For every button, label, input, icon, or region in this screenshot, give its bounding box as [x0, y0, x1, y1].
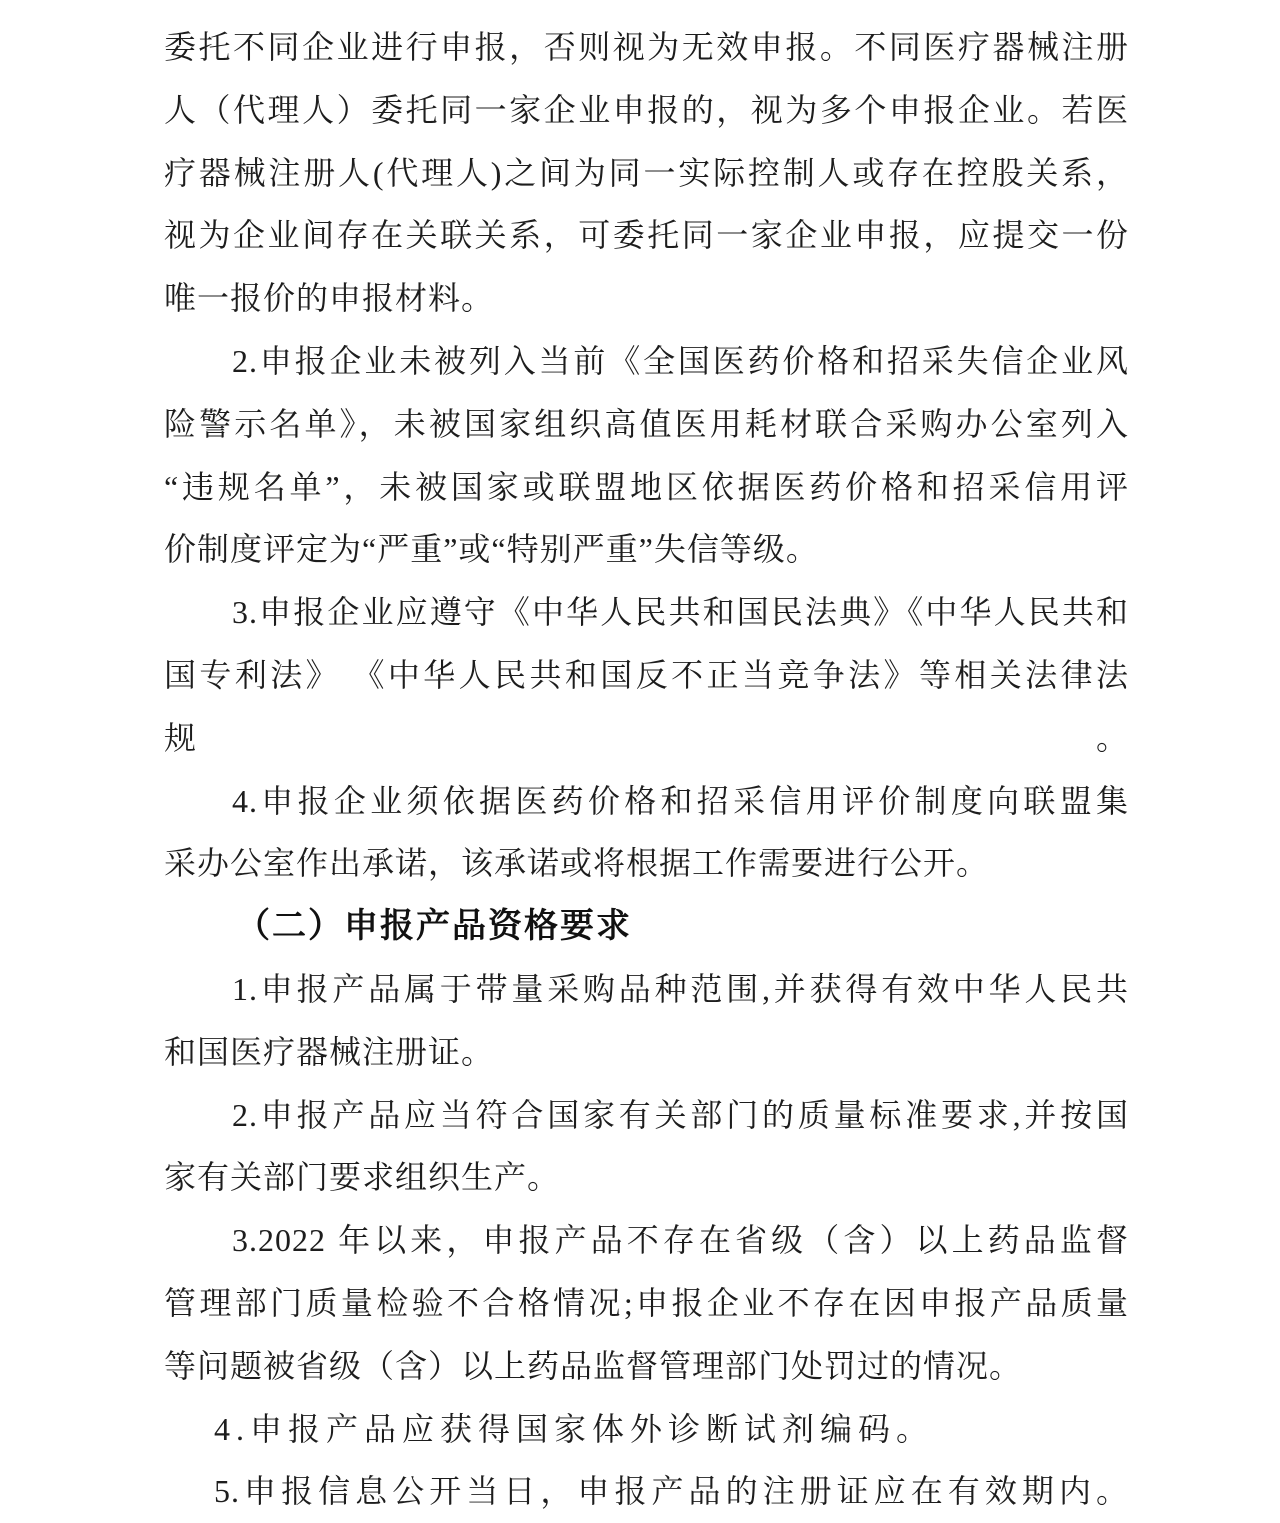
- section-heading: （二）申报产品资格要求: [236, 907, 632, 946]
- text-line: 2.申报产品应当符合国家有关部门的质量标准要求,并按国: [232, 1096, 1129, 1133]
- text-line: 唯一报价的申报材料。: [164, 280, 495, 317]
- text-line: 3.申报企业应遵守《中华人民共和国民法典》《中华人民共和: [232, 594, 1129, 631]
- text-line: 和国医疗器械注册证。: [164, 1033, 495, 1070]
- text-line: 4.申报产品应获得国家体外诊断试剂编码。: [214, 1410, 935, 1447]
- text-line: 等问题被省级（含）以上药品监督管理部门处罚过的情况。: [164, 1347, 1023, 1384]
- text-line: 疗器械注册人(代理人)之间为同一实际控制人或存在控股关系，: [164, 154, 1129, 191]
- text-line: 管理部门质量检验不合格情况;申报企业不存在因申报产品质量: [164, 1284, 1129, 1321]
- text-line: 3.2022 年以来，申报产品不存在省级（含）以上药品监督: [232, 1222, 1129, 1259]
- text-line: 国专利法》 《中华人民共和国反不正当竞争法》等相关法律法规。: [164, 656, 1129, 756]
- text-line: 家有关部门要求组织生产。: [164, 1159, 561, 1196]
- text-line: 价制度评定为“严重”或“特别严重”失信等级。: [164, 531, 819, 568]
- text-line: 人（代理人）委托同一家企业申报的，视为多个申报企业。若医: [164, 91, 1129, 128]
- text-line: 4.申报企业须依据医药价格和招采信用评价制度向联盟集: [232, 782, 1129, 819]
- text-line: 采办公室作出承诺，该承诺或将根据工作需要进行公开。: [164, 845, 990, 882]
- text-line: 视为企业间存在关联关系，可委托同一家企业申报，应提交一份: [164, 217, 1129, 254]
- text-line: 险警示名单》，未被国家组织高值医用耗材联合采购办公室列入: [164, 405, 1129, 442]
- text-line: 5.申报信息公开当日，申报产品的注册证应在有效期内。: [214, 1473, 1129, 1510]
- text-line: 1.申报产品属于带量采购品种范围,并获得有效中华人民共: [232, 970, 1129, 1007]
- text-line: “违规名单”，未被国家或联盟地区依据医药价格和招采信用评: [164, 468, 1129, 505]
- text-line: 2.申报企业未被列入当前《全国医药价格和招采失信企业风: [232, 342, 1129, 379]
- text-line: 委托不同企业进行申报，否则视为无效申报。不同医疗器械注册: [164, 29, 1129, 65]
